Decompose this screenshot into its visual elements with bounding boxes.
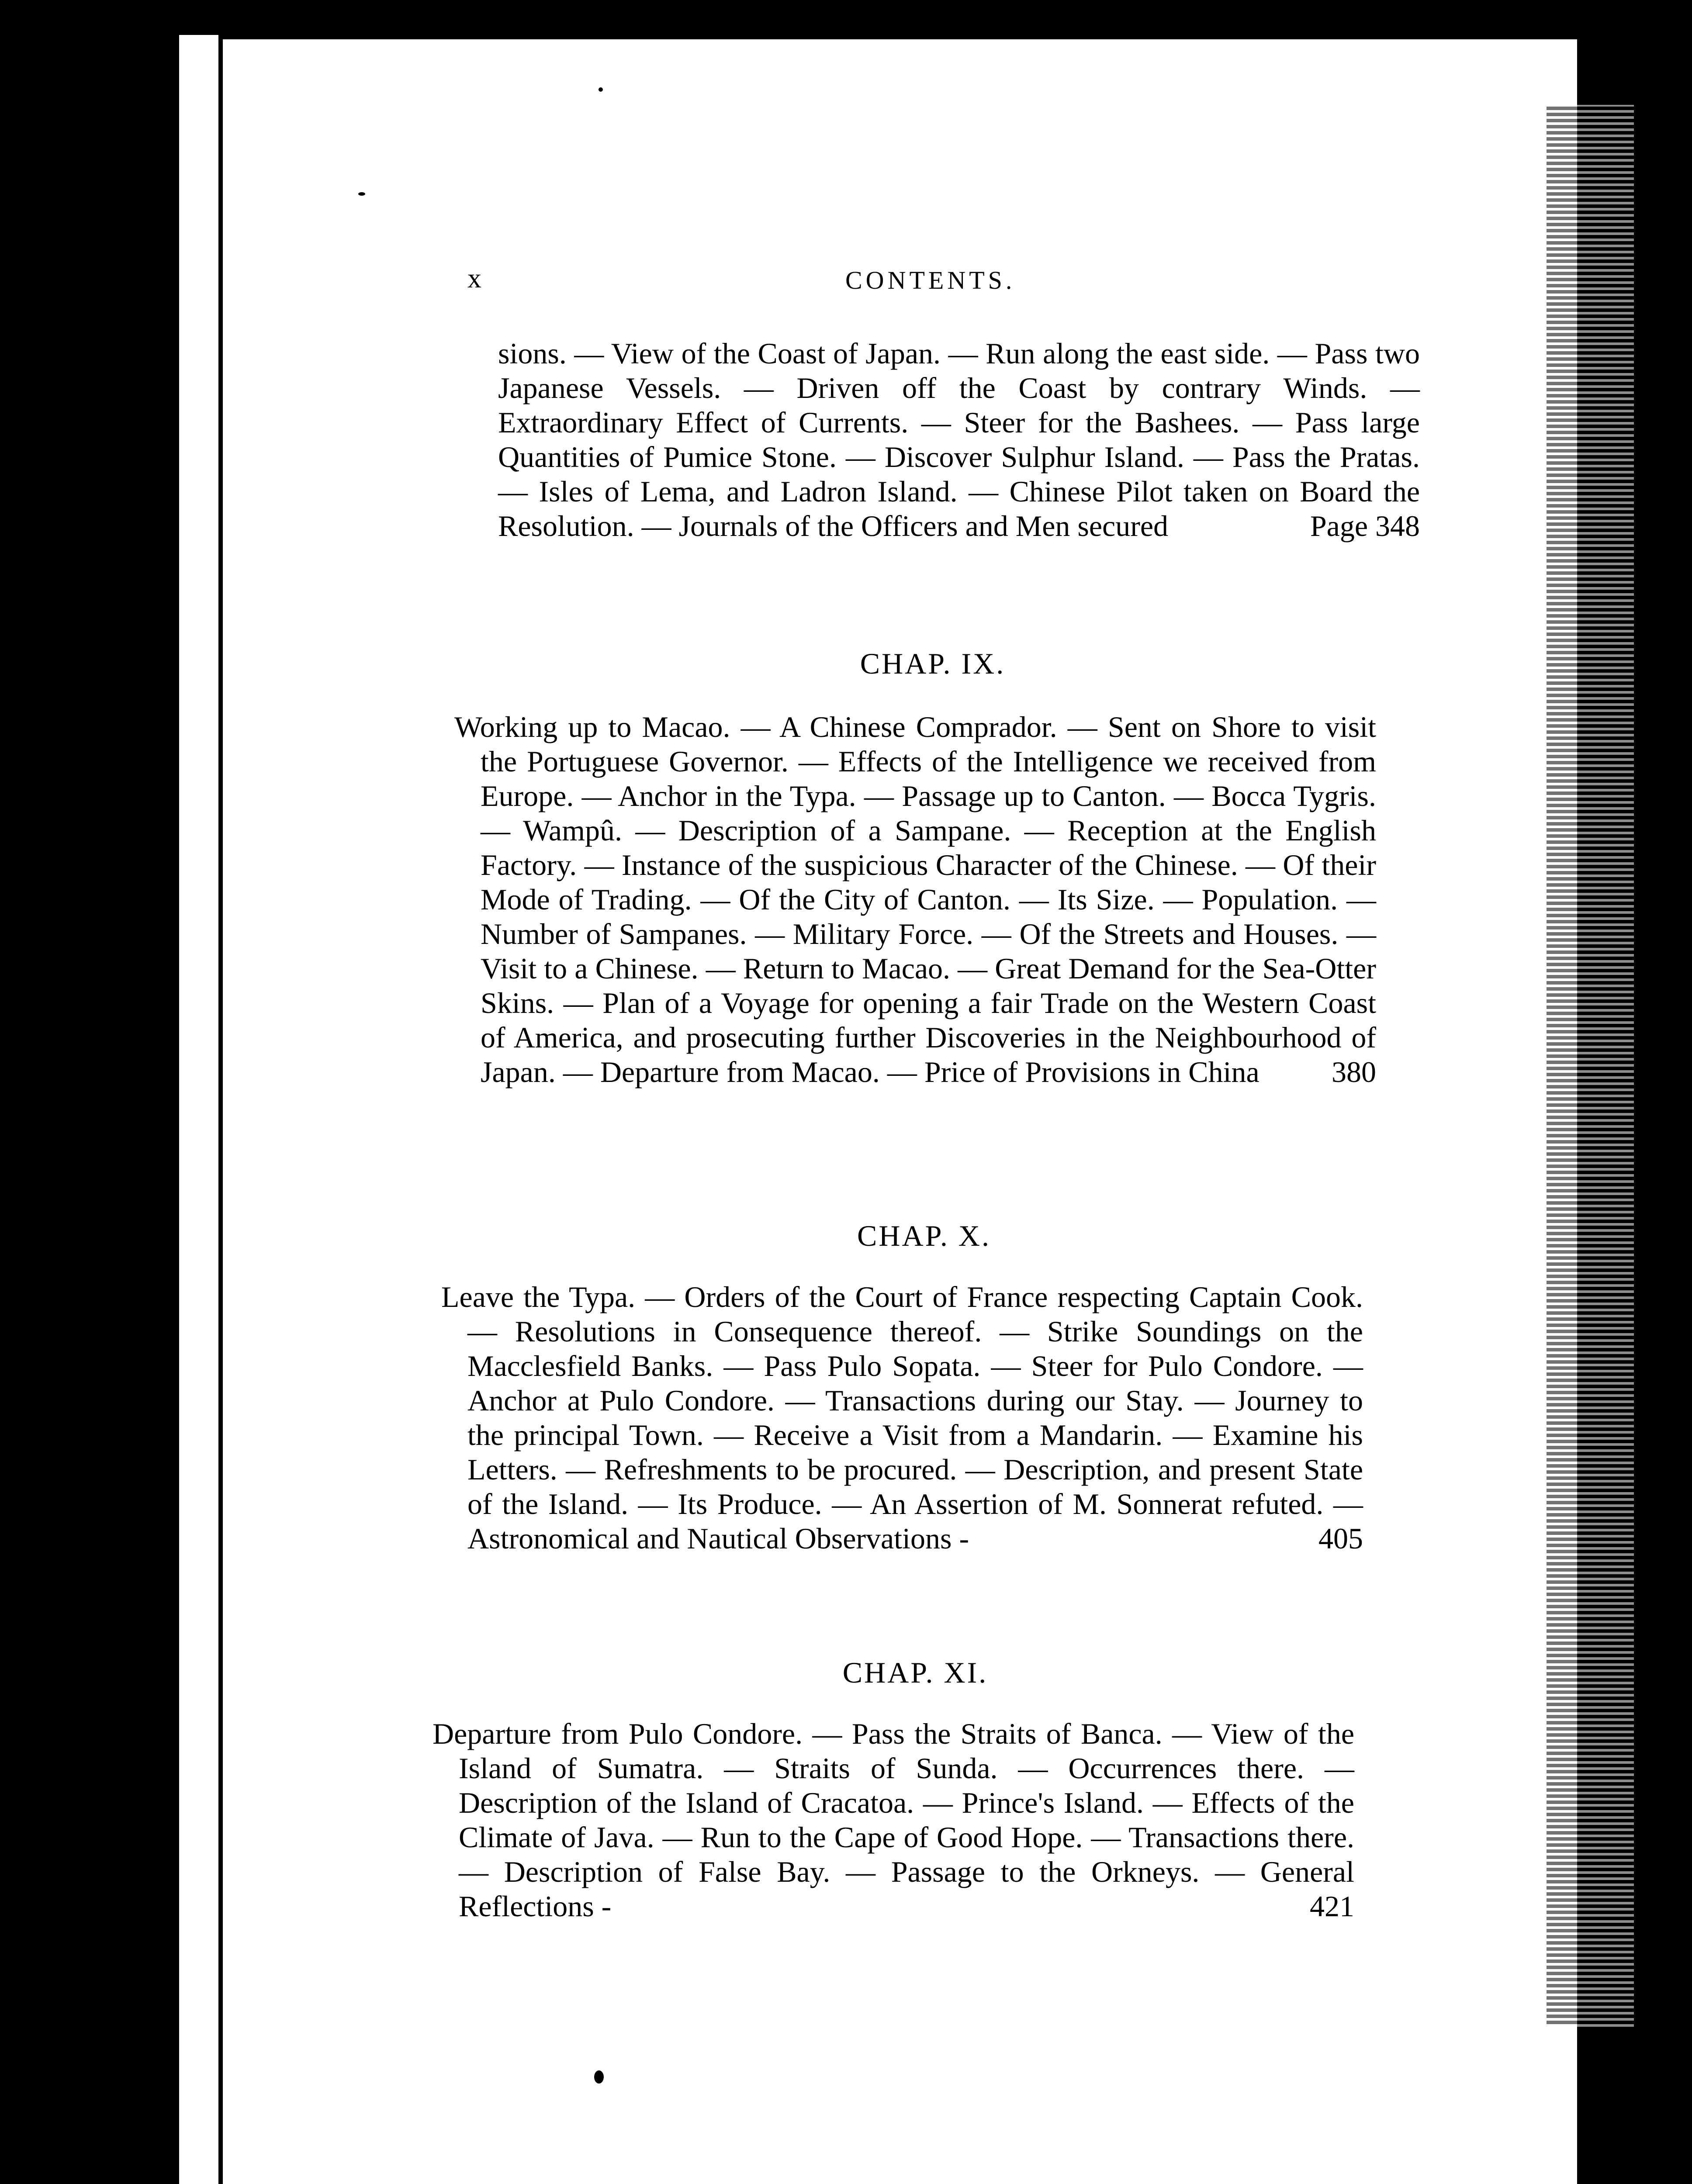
chapter-xi-entry (433, 1717, 1354, 1924)
entry-page-ref: 380 (1332, 1055, 1376, 1089)
ink-speck (358, 192, 365, 196)
page-header (467, 262, 1442, 301)
entry-page-ref: 405 (1318, 1522, 1363, 1555)
entry-summary: Leave the Typa. — Orders of the Court of France respecting Captain Cook. — Resolutions in Consequence thereof. — Strike Soundings on the Macclesfield Banks. — Pass Pulo Sopata. — Steer for Pulo Condore. — Anchor at Pulo Condore. — Transactions during our Stay. — Journey to the principal Town. — Receive a Visit from a Mandarin. — Examine his Letters. — Refreshments to be procured. — Description, and present State of the Island. — Its Produce. — An Assertion of M. Sonnerat refuted. — Astronomical and Nautical Observations - (441, 1280, 1363, 1555)
adjacent-page-edge (1547, 105, 1634, 2027)
contents-entry-text (441, 1280, 1363, 1556)
page-number: x (467, 263, 482, 294)
contents-entry-text (433, 1717, 1354, 1924)
page-left-edge (179, 35, 218, 2184)
entry-summary: Working up to Macao. — A Chinese Comprador. — Sent on Shore to visit the Portuguese Governor. — Effects of the Intelligence we received from Europe. — Anchor in the Typa. — Passage up to Canton. — Bocca Tygris. — Wampû. — Description of a Sampane. — Reception at the English Factory. — Instance of the suspicious Character of the Chinese. — Of their Mode of Trading. — Of the City of Canton. — Its Size. — Population. — Number of Sampanes. — Military Force. — Of the Streets and Houses. — Visit to a Chinese. — Return to Macao. — Great Demand for the Sea-Otter Skins. — Plan of a Voyage for opening a fair Trade on the Western Coast of America, and prosecuting further Discoveries in the Neighbourhood of Japan. — Departure from Macao. — Price of Provisions in China (454, 710, 1376, 1089)
running-head: CONTENTS. (845, 266, 1016, 294)
contents-entry-text (498, 336, 1420, 543)
chapter-x-entry (441, 1280, 1363, 1556)
entry-summary: sions. — View of the Coast of Japan. — Run along the east side. — Pass two Japanese Vessels. — Driven off the Coast by contrary Winds. — Extraordinary Effect of Currents. — Steer for the Bashees. — Pass large Quantities of Pumice Stone. — Discover Sulphur Island. — Pass the Pratas. — Isles of Lema, and Ladron Island. — Chinese Pilot taken on Board the Resolution. — Journals of the Officers and Men secured (498, 337, 1420, 543)
ink-speck (594, 2070, 604, 2084)
entry-page-ref: Page 348 (1310, 509, 1420, 543)
chapter-heading: CHAP. X. (857, 1219, 991, 1252)
chapter-heading: CHAP. XI. (842, 1656, 988, 1689)
entry-page-ref: 421 (1310, 1890, 1354, 1923)
chapter-ix-entry (454, 710, 1376, 1089)
ink-speck (599, 87, 603, 92)
chapter-viii-continuation (498, 336, 1420, 543)
gutter-shadow (218, 39, 223, 2184)
contents-entry-text (454, 710, 1376, 1089)
chapter-heading: CHAP. IX. (860, 647, 1006, 680)
entry-summary: Departure from Pulo Condore. — Pass the Straits of Banca. — View of the Island of Sumatra. — Straits of Sunda. — Occurrences there. — Description of the Island of Cracatoa. — Prince's Island. — Effects of the Climate of Java. — Run to the Cape of Good Hope. — Transactions there. — Description of False Bay. — Passage to the Orkneys. — General Reflections - (433, 1717, 1354, 1923)
